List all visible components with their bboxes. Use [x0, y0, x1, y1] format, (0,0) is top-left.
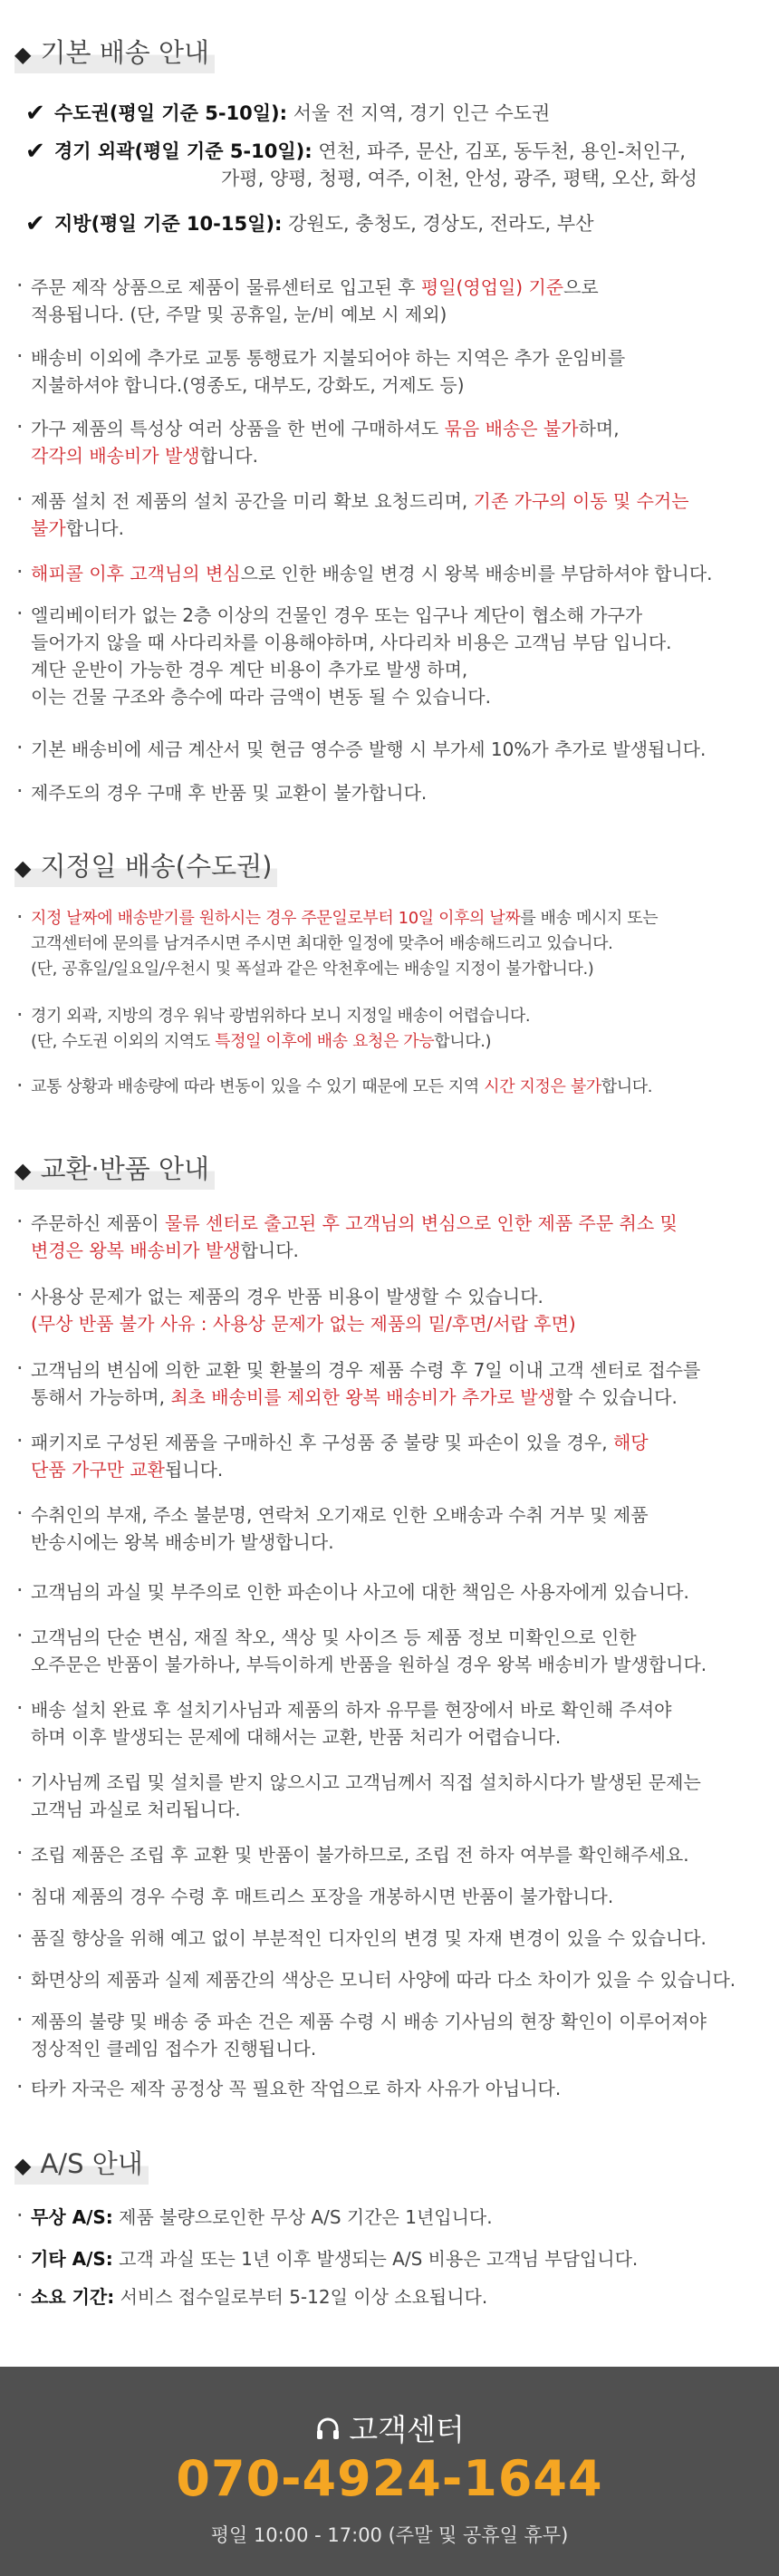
list-item: · 타카 자국은 제작 공정상 꼭 필요한 작업으로 하자 사유가 아닙니다.: [14, 2075, 765, 2102]
customer-center-title: 고객센터: [0, 2407, 779, 2449]
list-item: · 기본 배송비에 세금 계산서 및 현금 영수증 발행 시 부가세 10%가 추가로 발생됩니다.: [14, 736, 765, 763]
list-item: · 제주도의 경우 구매 후 반품 및 교환이 불가합니다.: [14, 779, 765, 806]
list-item: · 기타 A/S: 고객 과실 또는 1년 이후 발생되는 A/S 비용은 고객님 부담입니다.: [14, 2245, 765, 2272]
list-item: · 화면상의 제품과 실제 제품간의 색상은 모니터 사양에 따라 다소 차이가 있을 수 있습니다.: [14, 1966, 765, 1993]
list-item: · 지정 날짜에 배송받기를 원하시는 경우 주문일로부터 10일 이후의 날짜를 배송 메시지 또는 고객센터에 문의를 남겨주시면 주시면 최대한 일정에 맞추어 배송해드리고 있습니다. (단, 공휴일/일요일/우천시 및 폭설과 같은 악천후에는 배송일 지정이 불가합니다.): [14, 906, 765, 982]
list-item: · 고객님의 단순 변심, 재질 착오, 색상 및 사이즈 등 제품 정보 미확인으로 인한 오주문은 반품이 불가하나, 부득이하게 반품을 원하실 경우 왕복 배송비가 발생합니다.: [14, 1624, 765, 1678]
list-item: · 무상 A/S: 제품 불량으로인한 무상 A/S 기간은 1년입니다.: [14, 2204, 765, 2231]
section-title-scheduled: ◆ 지정일 배송(수도권): [14, 846, 277, 887]
list-item: · 조립 제품은 조립 후 교환 및 반품이 불가하므로, 조립 전 하자 여부를 확인해주세요.: [14, 1841, 765, 1868]
list-item: · 고객님의 과실 및 부주의로 인한 파손이나 사고에 대한 책임은 사용자에게 있습니다.: [14, 1578, 765, 1606]
list-item: · 주문 제작 상품으로 제품이 물류센터로 입고된 후 평일(영업일) 기준으로 적용됩니다. (단, 주말 및 공휴일, 눈/비 예보 시 제외): [14, 274, 765, 328]
list-item: · 가구 제품의 특성상 여러 상품을 한 번에 구매하셔도 묶음 배송은 불가하며, 각각의 배송비가 발생합니다.: [14, 415, 765, 469]
list-item: · 패키지로 구성된 제품을 구매하신 후 구성품 중 불량 및 파손이 있을 경우, 해당 단품 가구만 교환됩니다.: [14, 1429, 765, 1483]
headset-icon: [314, 2416, 341, 2443]
list-item: · 사용상 문제가 없는 제품의 경우 반품 비용이 발생할 수 있습니다. (무상 반품 불가 사유 : 사용상 문제가 없는 제품의 밑/후면/서랍 후면): [14, 1283, 765, 1337]
checkmark-icon: ✔: [25, 138, 45, 165]
customer-center-footer: [0, 2367, 779, 2576]
list-item: · 제품의 불량 및 배송 중 파손 건은 제품 수령 시 배송 기사님의 현장 확인이 이루어져야 정상적인 클레임 접수가 진행됩니다.: [14, 2008, 765, 2062]
list-item: · 수취인의 부재, 주소 불분명, 연락처 오기재로 인한 오배송과 수취 거부 및 제품 반송시에는 왕복 배송비가 발생합니다.: [14, 1501, 765, 1556]
diamond-icon: ◆: [14, 2153, 32, 2178]
list-item: · 품질 향상을 위해 예고 없이 부분적인 디자인의 변경 및 자재 변경이 있을 수 있습니다.: [14, 1925, 765, 1952]
list-item: · 엘리베이터가 없는 2층 이상의 건물인 경우 또는 입구나 계단이 협소해 가구가 들어가지 않을 때 사다리차를 이용해야하며, 사다리차 비용은 고객님 부담 입니다. 계단 운반이 가능한 경우 계단 비용이 추가로 발생 하며, 이는 건물 구조와 층수에 따라 금액이 변동 될 수 있습니다.: [14, 602, 765, 710]
list-item: · 침대 제품의 경우 수령 후 매트리스 포장을 개봉하시면 반품이 불가합니다.: [14, 1883, 765, 1910]
section-title-exchange: ◆ 교환·반품 안내: [14, 1149, 215, 1190]
section-title-as: ◆ A/S 안내: [14, 2144, 149, 2185]
list-item: · 교통 상황과 배송량에 따라 변동이 있을 수 있기 때문에 모든 지역 시간 지정은 불가합니다.: [14, 1075, 765, 1100]
list-item: · 주문하신 제품이 물류 센터로 출고된 후 고객님의 변심으로 인한 제품 주문 취소 및 변경은 왕복 배송비가 발생합니다.: [14, 1210, 765, 1264]
diamond-icon: ◆: [14, 855, 32, 881]
diamond-icon: ◆: [14, 1158, 32, 1183]
diamond-icon: ◆: [14, 42, 32, 67]
checkmark-icon: ✔: [25, 100, 45, 127]
list-item: · 해피콜 이후 고객님의 변심으로 인한 배송일 변경 시 왕복 배송비를 부담하셔야 합니다.: [14, 560, 765, 587]
check-item: ✔ 수도권(평일 기준 5-10일): 서울 전 지역, 경기 인근 수도권: [25, 100, 551, 127]
phone-number[interactable]: 070-4924-1644: [176, 2450, 603, 2507]
list-item: · 기사님께 조립 및 설치를 받지 않으시고 고객님께서 직접 설치하시다가 발생된 문제는 고객님 과실로 처리됩니다.: [14, 1769, 765, 1823]
list-item: · 고객님의 변심에 의한 교환 및 환불의 경우 제품 수령 후 7일 이내 고객 센터로 접수를 통해서 가능하며, 최초 배송비를 제외한 왕복 배송비가 추가로 발생할 수 있습니다.: [14, 1356, 765, 1411]
business-hours: 평일 10:00 - 17:00 (주말 및 공휴일 휴무): [210, 2524, 569, 2546]
check-item: ✔ 지방(평일 기준 10-15일): 강원도, 충청도, 경상도, 전라도, 부산: [25, 210, 594, 237]
section-title-basic: ◆ 기본 배송 안내: [14, 33, 215, 73]
check-item: ✔ 경기 외곽(평일 기준 5-10일): 연천, 파주, 문산, 김포, 동두천, 용인-처인구, 가평, 양평, 청평, 여주, 이천, 안성, 광주, 평택, 오산, 화성: [25, 138, 697, 189]
checkmark-icon: ✔: [25, 210, 45, 237]
list-item: · 경기 외곽, 지방의 경우 워낙 광범위하다 보니 지정일 배송이 어렵습니다. (단, 수도권 이외의 지역도 특정일 이후에 배송 요청은 가능합니다.): [14, 1004, 765, 1055]
list-item: · 배송 설치 완료 후 설치기사님과 제품의 하자 유무를 현장에서 바로 확인해 주셔야 하며 이후 발생되는 문제에 대해서는 교환, 반품 처리가 어렵습니다.: [14, 1696, 765, 1751]
list-item: · 배송비 이외에 추가로 교통 통행료가 지불되어야 하는 지역은 추가 운임비를 지불하셔야 합니다.(영종도, 대부도, 강화도, 거제도 등): [14, 344, 765, 399]
list-item: · 소요 기간: 서비스 접수일로부터 5-12일 이상 소요됩니다.: [14, 2283, 765, 2311]
list-item: · 제품 설치 전 제품의 설치 공간을 미리 확보 요청드리며, 기존 가구의 이동 및 수거는 불가합니다.: [14, 487, 765, 542]
